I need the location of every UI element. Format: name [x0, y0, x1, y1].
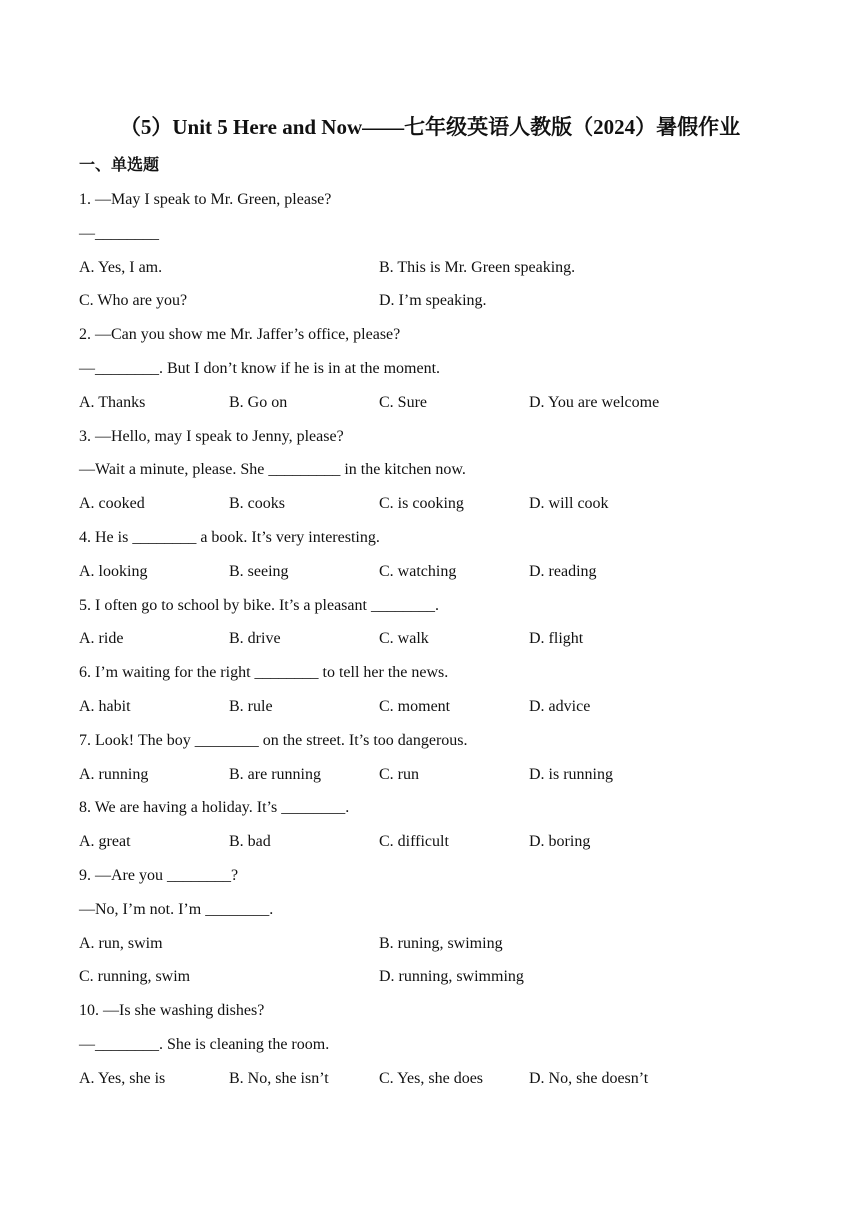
- option-row: [79, 627, 799, 661]
- option-c[interactable]: C. walk: [379, 630, 429, 648]
- option-d[interactable]: D. reading: [529, 562, 597, 580]
- question-2: [79, 323, 799, 424]
- option-a[interactable]: A. running: [79, 765, 149, 783]
- question-1: [79, 188, 799, 323]
- option-row: [79, 492, 799, 526]
- option-c[interactable]: C. Sure: [379, 393, 427, 411]
- question-stem: 3. —Hello, may I speak to Jenny, please?: [79, 427, 344, 445]
- question-6: [79, 661, 799, 729]
- option-row: [79, 256, 799, 290]
- option-d[interactable]: D. running, swimming: [379, 968, 524, 986]
- option-d[interactable]: D. advice: [529, 697, 591, 715]
- option-row: [79, 1067, 799, 1101]
- option-d[interactable]: D. I’m speaking.: [379, 292, 487, 310]
- option-row: [79, 391, 799, 425]
- question-stem: 4. He is ________ a book. It’s very interesting.: [79, 528, 380, 546]
- question-stem: 1. —May I speak to Mr. Green, please?: [79, 191, 332, 208]
- option-c[interactable]: C. run: [379, 765, 419, 783]
- option-b[interactable]: B. rule: [229, 697, 273, 715]
- option-row: [79, 830, 799, 864]
- option-a[interactable]: A. Yes, she is: [79, 1069, 166, 1087]
- question-10: [79, 999, 799, 1100]
- option-d[interactable]: D. will cook: [529, 495, 609, 513]
- option-c[interactable]: C. Yes, she does: [379, 1069, 484, 1087]
- question-3: [79, 425, 799, 526]
- option-d[interactable]: D. You are welcome: [529, 393, 660, 411]
- option-b[interactable]: B. seeing: [229, 562, 289, 580]
- option-b[interactable]: B. are running: [229, 765, 321, 783]
- option-a[interactable]: A. ride: [79, 630, 124, 648]
- option-c[interactable]: C. moment: [379, 697, 451, 715]
- question-response-line: —________. She is cleaning the room.: [79, 1035, 330, 1053]
- question-response-line: —________. But I don’t know if he is in at the moment.: [79, 359, 441, 377]
- option-b[interactable]: B. runing, swiming: [379, 934, 503, 952]
- question-7: [79, 729, 799, 797]
- option-b[interactable]: B. drive: [229, 630, 281, 648]
- question-response-line: —No, I’m not. I’m ________.: [79, 900, 274, 918]
- question-5: [79, 594, 799, 662]
- question-stem: 8. We are having a holiday. It’s ________.: [79, 799, 350, 817]
- option-row: [79, 932, 799, 966]
- option-b[interactable]: B. This is Mr. Green speaking.: [379, 258, 576, 276]
- question-list: [79, 188, 799, 1101]
- option-c[interactable]: C. running, swim: [79, 968, 191, 986]
- option-a[interactable]: A. looking: [79, 562, 148, 580]
- option-a[interactable]: A. habit: [79, 697, 131, 715]
- option-row: [79, 289, 799, 323]
- question-8: [79, 796, 799, 864]
- question-stem: 10. —Is she washing dishes?: [79, 1002, 265, 1020]
- option-b[interactable]: B. Go on: [229, 393, 288, 411]
- option-row: [79, 560, 799, 594]
- option-a[interactable]: A. run, swim: [79, 934, 163, 952]
- page-title: （5）Unit 5 Here and Now——七年级英语人教版（2024）暑假作业: [119, 115, 741, 139]
- section-heading: 一、单选题: [79, 157, 160, 174]
- option-a[interactable]: A. Thanks: [79, 393, 146, 411]
- option-d[interactable]: D. boring: [529, 833, 591, 851]
- question-stem: 5. I often go to school by bike. It’s a pleasant ________.: [79, 596, 439, 614]
- question-stem: 2. —Can you show me Mr. Jaffer’s office, please?: [79, 326, 401, 344]
- question-response-line: —________: [79, 224, 159, 242]
- question-stem: 6. I’m waiting for the right ________ to tell her the news.: [79, 664, 449, 682]
- option-d[interactable]: D. flight: [529, 630, 584, 648]
- question-9: [79, 864, 799, 999]
- option-c[interactable]: C. Who are you?: [79, 292, 188, 310]
- option-a[interactable]: A. Yes, I am.: [79, 258, 163, 276]
- option-row: [79, 763, 799, 797]
- option-d[interactable]: D. is running: [529, 765, 613, 783]
- option-d[interactable]: D. No, she doesn’t: [529, 1069, 649, 1087]
- option-b[interactable]: B. cooks: [229, 495, 285, 513]
- option-a[interactable]: A. cooked: [79, 495, 145, 513]
- option-row: [79, 965, 799, 999]
- option-c[interactable]: C. difficult: [379, 833, 449, 851]
- option-row: [79, 695, 799, 729]
- option-c[interactable]: C. is cooking: [379, 495, 464, 513]
- option-b[interactable]: B. bad: [229, 833, 271, 851]
- question-stem: 7. Look! The boy ________ on the street. It’s too dangerous.: [79, 731, 468, 749]
- question-stem: 9. —Are you ________?: [79, 866, 239, 884]
- option-c[interactable]: C. watching: [379, 562, 457, 580]
- option-a[interactable]: A. great: [79, 833, 131, 851]
- question-4: [79, 526, 799, 594]
- question-response-line: —Wait a minute, please. She _________ in the kitchen now.: [79, 461, 466, 479]
- option-b[interactable]: B. No, she isn’t: [229, 1069, 329, 1087]
